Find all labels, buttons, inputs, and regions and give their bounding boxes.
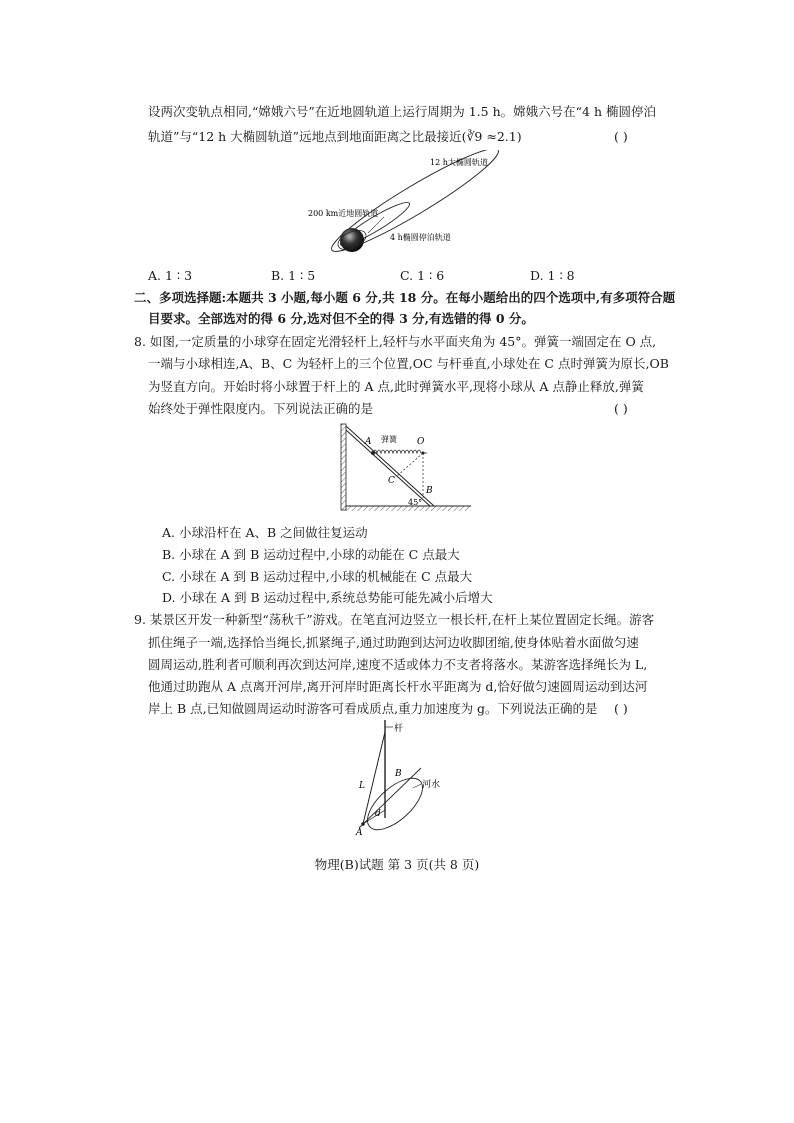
vertical-wall bbox=[341, 424, 346, 510]
q9-text-line4: 他通过助跑从 A 点离开河岸,离开河岸时距离长杆水平距离为 d,恰好做匀速圆周运动到达河 bbox=[148, 679, 648, 694]
rod-spring-diagram bbox=[335, 420, 475, 520]
spring bbox=[373, 450, 427, 453]
q7-option-d: D. 1 ∶ 8 bbox=[530, 268, 575, 283]
label-4h-orbit: 4 h椭圆停泊轨道 bbox=[390, 233, 451, 242]
label-a: A bbox=[356, 828, 363, 838]
q8-answer-paren: ( ) bbox=[614, 401, 628, 416]
q7-option-a: A. 1 ∶ 3 bbox=[148, 268, 193, 283]
q7-text-line1: 设两次变轨点相同,“嫦娥六号”在近地圆轨道上运行周期为 1.5 h。嫦娥六号在“4 h 椭圆停泊 bbox=[148, 104, 656, 119]
q9-text-line5: 岸上 B 点,已知做圆周运动时游客可看成质点,重力加速度为 g。下列说法正确的是 bbox=[148, 701, 598, 716]
orbit-diagram bbox=[290, 150, 520, 262]
q7-text-line2: 轨道”与“12 h 大椭圆轨道”远地点到地面距离之比最接近(∛9 ≈2.1) bbox=[148, 129, 522, 144]
q8-text-line4: 始终处于弹性限度内。下列说法正确的是 bbox=[148, 401, 374, 416]
line-oc bbox=[397, 453, 423, 476]
label-l: L bbox=[359, 781, 365, 791]
q8-text-line3: 为竖直方向。开始时将小球置于杆上的 A 点,此时弹簧水平,现将小球从 A 点静止释放,弹簧 bbox=[148, 379, 644, 394]
q8-text-line1: 8. 如图,一定质量的小球穿在固定光滑轻杆上,轻杆与水平面夹角为 45°。弹簧一端固定在 O 点, bbox=[134, 334, 657, 349]
q8-option-a: A. 小球沿杆在 A、B 之间做往复运动 bbox=[162, 525, 368, 540]
label-river: 河水 bbox=[422, 780, 441, 790]
q9-text-line2: 抓住绳子一端,选择恰当绳长,抓紧绳子,通过助跑到达河边收脚团缩,使身体贴着水面做匀速 bbox=[148, 635, 639, 650]
section2-heading-line2: 目要求。全部选对的得 6 分,选对但不全的得 3 分,有选错的得 0 分。 bbox=[148, 311, 534, 326]
river-bank bbox=[359, 768, 421, 828]
label-c: C bbox=[388, 476, 395, 486]
q7-answer-paren: ( ) bbox=[614, 129, 628, 144]
section2-heading-line1: 二、多项选择题:本题共 3 小题,每小题 6 分,共 18 分。在每小题给出的四个选项中,有多项符合题 bbox=[134, 290, 676, 305]
label-b: B bbox=[426, 486, 433, 496]
swing-diagram bbox=[345, 718, 455, 840]
q9-answer-paren: ( ) bbox=[614, 701, 628, 716]
q8-option-b: B. 小球在 A 到 B 运动过程中,小球的动能在 C 点最大 bbox=[162, 547, 460, 562]
ball-at-a bbox=[371, 451, 375, 455]
label-a: A bbox=[365, 437, 372, 447]
point-a bbox=[361, 822, 365, 826]
q9-text-line1: 9. 某景区开发一种新型“荡秋千”游戏。在笔直河边竖立一根长杆,在杆上某位置固定长绳。游客 bbox=[134, 612, 655, 627]
label-spring: 弹簧 bbox=[381, 435, 397, 444]
label-b: B bbox=[395, 769, 402, 779]
label-200km-orbit: 200 km近地圆轨道 bbox=[308, 209, 379, 218]
label-12h-orbit: 12 h大椭圆轨道 bbox=[430, 158, 488, 167]
q7-option-c: C. 1 ∶ 6 bbox=[400, 268, 445, 283]
label-pole: 杆 bbox=[394, 724, 404, 734]
q9-text-line3: 圆周运动,胜利者可顺利再次到达河岸,速度不适或体力不支者将落水。某游客选择绳长为 L, bbox=[148, 657, 648, 672]
q8-option-c: C. 小球在 A 到 B 运动过程中,小球的机械能在 C 点最大 bbox=[162, 569, 473, 584]
label-o: O bbox=[417, 437, 425, 447]
q8-option-d: D. 小球在 A 到 B 运动过程中,系统总势能可能先减小后增大 bbox=[162, 590, 493, 605]
label-angle: 45° bbox=[408, 498, 423, 507]
circular-path bbox=[359, 769, 431, 838]
page-footer: 物理(B)试题 第 3 页(共 8 页) bbox=[314, 857, 480, 872]
label-d: d bbox=[375, 809, 381, 819]
rope bbox=[363, 732, 385, 824]
q7-option-b: B. 1 ∶ 5 bbox=[271, 268, 316, 283]
q8-text-line2: 一端与小球相连,A、B、C 为轻杆上的三个位置,OC 与杆垂直,小球处在 C 点时弹簧为原长,OB bbox=[148, 356, 669, 371]
